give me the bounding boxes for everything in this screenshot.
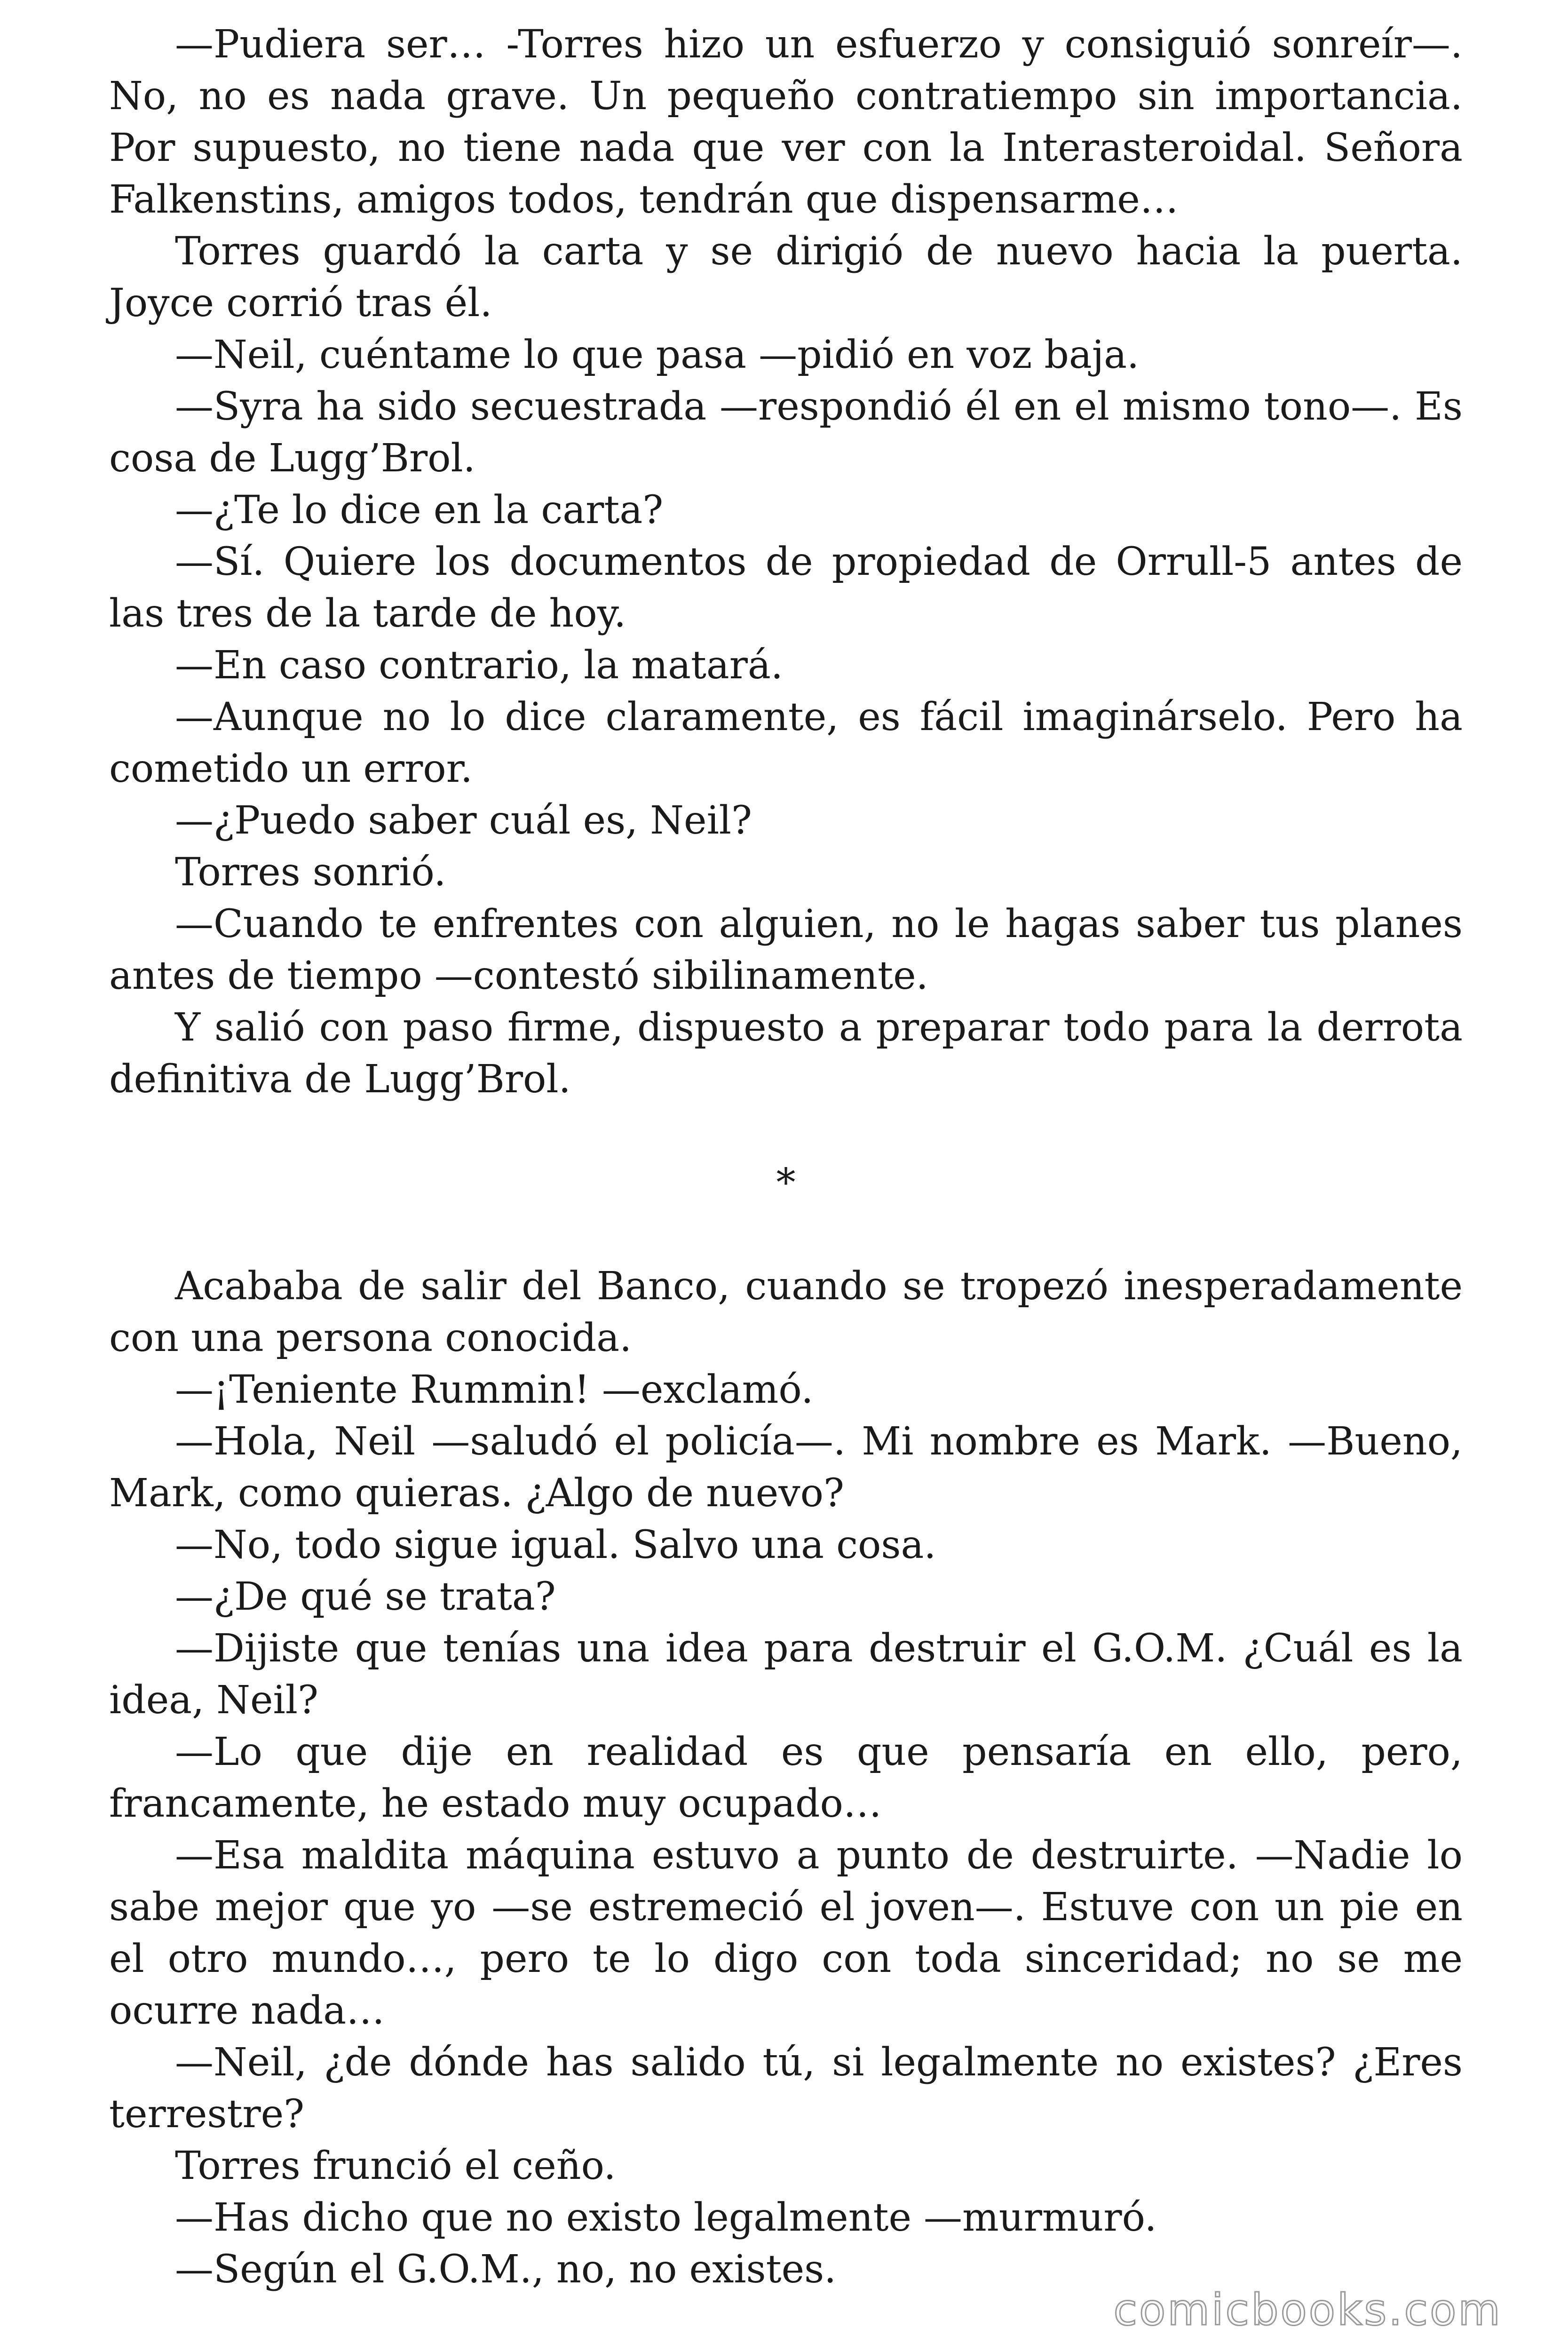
paragraph: —Neil, ¿de dónde has salido tú, si legalmente no existes? ¿Eres terrestre? [109, 2040, 1463, 2137]
paragraph: —¿Puedo saber cuál es, Neil? [175, 798, 752, 843]
watermark: comicbooks.com [1113, 2285, 1502, 2335]
paragraph: —Según el G.O.M., no, no existes. [175, 2247, 837, 2292]
paragraph: Y salió con paso firme, dispuesto a preparar todo para la derrota definitiva de Lugg’Brol. [109, 1005, 1463, 1102]
paragraph: —¿Te lo dice en la carta? [175, 488, 664, 532]
paragraph: —Aunque no lo dice claramente, es fácil imaginárselo. Pero ha cometido un error. [109, 695, 1463, 791]
paragraph: —Sí. Quiere los documentos de propiedad de Orrull-5 antes de las tres de la tarde de hoy. [109, 540, 1463, 636]
paragraph: —Cuando te enfrentes con alguien, no le hagas saber tus planes antes de tiempo —contestó sibilinamente. [109, 902, 1463, 998]
paragraph: Torres sonrió. [175, 850, 446, 895]
paragraph: —En caso contrario, la matará. [175, 643, 783, 688]
paragraph: —Dijiste que tenías una idea para destruir el G.O.M. ¿Cuál es la idea, Neil? [109, 1626, 1463, 1723]
paragraph: —Neil, cuéntame lo que pasa —pidió en voz baja. [175, 333, 1140, 377]
paragraph: —Esa maldita máquina estuvo a punto de destruirte. —Nadie lo sabe mejor que yo —se estremeció el joven—. Estuve con un pie en el otro mundo…, pero te lo digo con toda sinceridad; no se me ocurre nada… [109, 1833, 1463, 2033]
section-separator: * [776, 1160, 796, 1205]
paragraph: Torres guardó la carta y se dirigió de nuevo hacia la puerta. Joyce corrió tras él. [109, 229, 1463, 326]
paragraph: —No, todo sigue igual. Salvo una cosa. [175, 1523, 936, 1567]
paragraph: —Pudiera ser… -Torres hizo un esfuerzo y consiguió sonreír—. No, no es nada grave. Un pequeño contratiempo sin importancia. Por supuesto, no tiene nada que ver con la Interasteroidal. Señora Falkenstins, amigos todos, tendrán que dispensarme… [109, 22, 1463, 222]
paragraph: —Lo que dije en realidad es que pensaría en ello, pero, francamente, he estado muy ocupado… [109, 1730, 1463, 1826]
paragraph: —¿De qué se trata? [175, 1574, 556, 1619]
paragraph: —Syra ha sido secuestrada —respondió él en el mismo tono—. Es cosa de Lugg’Brol. [109, 384, 1463, 481]
paragraph: —Hola, Neil —saludó el policía—. Mi nombre es Mark. —Bueno, Mark, como quieras. ¿Algo de nuevo? [109, 1419, 1463, 1516]
paragraph: —Has dicho que no existo legalmente —murmuró. [175, 2195, 1157, 2240]
page-body [109, 19, 1463, 2296]
paragraph: Torres frunció el ceño. [175, 2144, 616, 2188]
paragraph: —¡Teniente Rummin! —exclamó. [175, 1367, 814, 1412]
paragraph: Acababa de salir del Banco, cuando se tropezó inesperadamente con una persona conocida. [109, 1264, 1463, 1360]
